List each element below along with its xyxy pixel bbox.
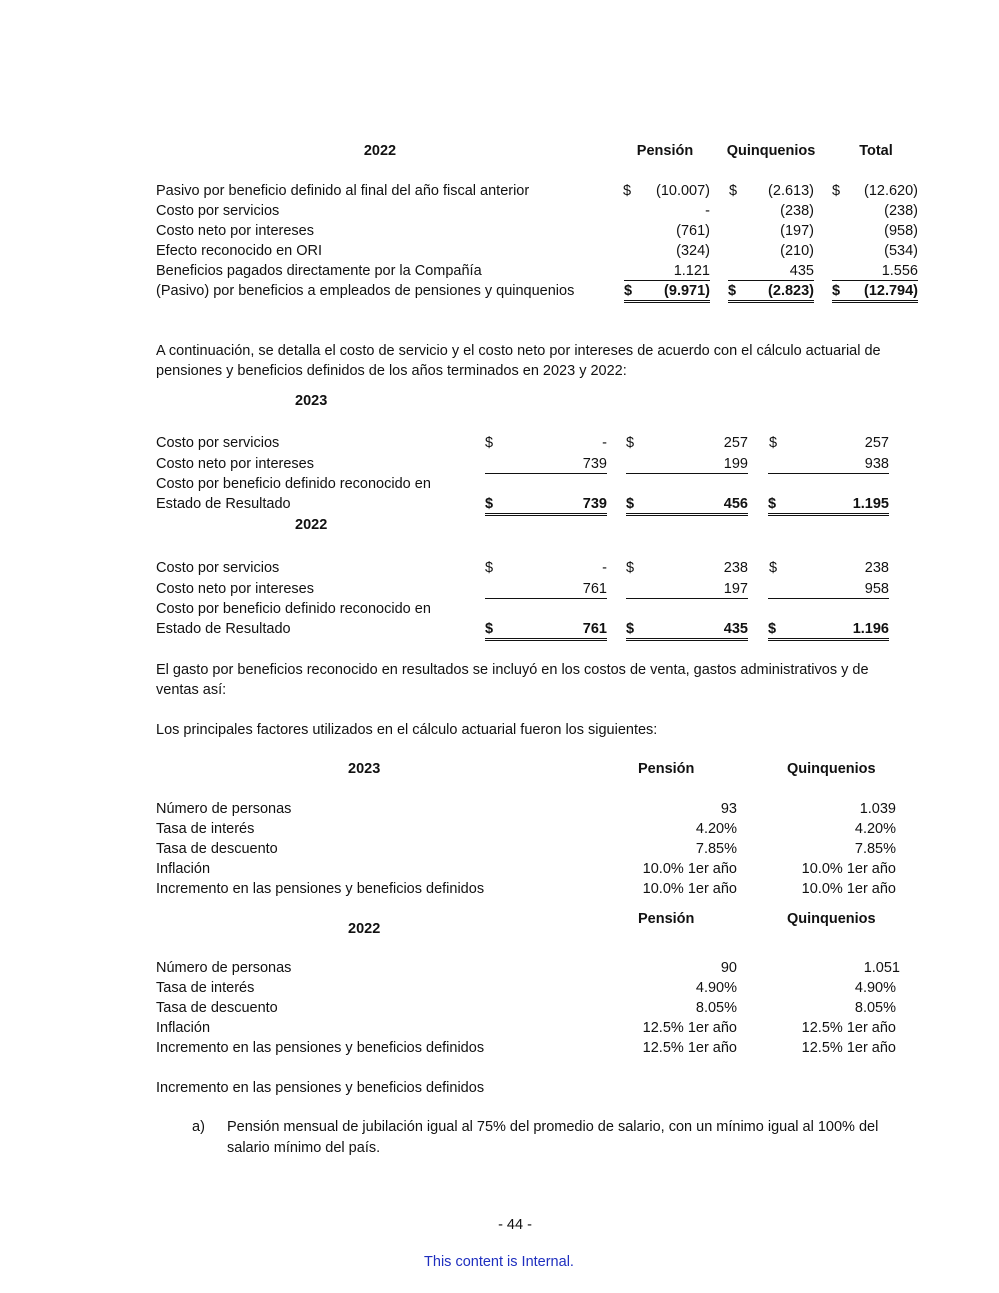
value-1: 739 [485, 455, 607, 474]
pension-value: 10.0% 1er año [642, 881, 737, 897]
total-label: Costo por beneficio definido reconocido en [156, 476, 431, 492]
expense-paragraph: El gasto por beneficios reconocido en resultados se incluyó en los costos de venta, gastos administrativos y de ventas así: [156, 662, 869, 698]
total-label: Estado de Resultado [156, 621, 291, 637]
currency-symbol: $ [624, 283, 633, 299]
quinquenios-value: 4.90% [854, 980, 896, 996]
total-value: 456 [723, 496, 748, 512]
row-label: Incremento en las pensiones y beneficios definidos [156, 881, 485, 897]
value-2: 238 [723, 560, 748, 576]
currency-symbol: $ [485, 560, 494, 576]
total-value: (12.620) [863, 183, 918, 199]
column-header-quinquenios: Quinquenios [787, 761, 876, 777]
value-1: 761 [485, 580, 607, 599]
quinquenios-value: 4.20% [854, 821, 896, 837]
total-row-pension [624, 282, 710, 303]
quinquenios-value: (197) [780, 223, 814, 239]
quinquenios-value: 12.5% 1er año [801, 1020, 896, 1036]
quinquenios-value: 12.5% 1er año [801, 1040, 896, 1056]
increment-heading: Incremento en las pensiones y beneficios definidos [156, 1080, 485, 1096]
currency-symbol: $ [769, 435, 778, 451]
total-value: 761 [582, 621, 607, 637]
intro-paragraph: A continuación, se detalla el costo de servicio y el costo neto por intereses de acuerdo con el cálculo actuarial de pensiones y beneficios definidos de los años terminados en 2023 y 2022: [156, 343, 881, 379]
total-value: (12.794) [863, 283, 918, 299]
column-header-quinquenios: Quinquenios [726, 143, 816, 159]
row-label: Inflación [156, 861, 211, 877]
currency-symbol: $ [485, 621, 494, 637]
currency-symbol: $ [768, 621, 777, 637]
pension-value: - [705, 203, 710, 219]
block-year-heading: 2023 [295, 393, 328, 409]
row-label: Beneficios pagados directamente por la Compañía [156, 263, 482, 279]
quinquenios-value: (2.613) [768, 183, 814, 199]
pension-value: (9.971) [664, 283, 710, 299]
total-cell-3 [768, 620, 889, 641]
currency-symbol: $ [623, 183, 632, 199]
total-value: 1.196 [852, 621, 889, 637]
row-label: Tasa de interés [156, 980, 255, 996]
row-label: Costo neto por intereses [156, 223, 314, 239]
factors-paragraph: Los principales factores utilizados en el cálculo actuarial fueron los siguientes: [156, 722, 658, 738]
currency-symbol: $ [626, 621, 635, 637]
currency-symbol: $ [832, 283, 841, 299]
row-label: Incremento en las pensiones y beneficios definidos [156, 1040, 485, 1056]
currency-symbol: $ [626, 496, 635, 512]
row-label: Número de personas [156, 801, 292, 817]
pension-value: 4.90% [695, 980, 737, 996]
value-2: 257 [723, 435, 748, 451]
list-text-line: Pensión mensual de jubilación igual al 75% del promedio de salario, con un mínimo igual al 100% del [227, 1119, 879, 1135]
currency-symbol: $ [729, 183, 738, 199]
total-cell-3 [768, 495, 889, 516]
total-cell-2 [626, 620, 748, 641]
pension-value: 90 [720, 960, 737, 976]
currency-symbol: $ [626, 560, 635, 576]
value-1: - [602, 560, 607, 576]
pension-value: 12.5% 1er año [642, 1040, 737, 1056]
column-header-pension: Pensión [636, 143, 694, 159]
list-marker: a) [192, 1119, 205, 1135]
quinquenios-value: (238) [780, 203, 814, 219]
column-header-total: Total [859, 143, 893, 159]
currency-symbol: $ [485, 496, 494, 512]
row-label: Tasa de descuento [156, 841, 278, 857]
row-label: Costo neto por intereses [156, 581, 314, 597]
row-label: Tasa de interés [156, 821, 255, 837]
currency-symbol: $ [768, 496, 777, 512]
quinquenios-value: 435 [728, 262, 814, 281]
row-label: (Pasivo) por beneficios a empleados de pensiones y quinquenios [156, 283, 575, 299]
total-value: (958) [884, 223, 918, 239]
pension-value: (761) [676, 223, 710, 239]
currency-symbol: $ [626, 435, 635, 451]
row-label: Tasa de descuento [156, 1000, 278, 1016]
currency-symbol: $ [728, 283, 737, 299]
total-cell-1 [485, 620, 607, 641]
row-label: Costo por servicios [156, 435, 280, 451]
quinquenios-value: 7.85% [854, 841, 896, 857]
row-label: Costo por servicios [156, 203, 280, 219]
currency-symbol: $ [485, 435, 494, 451]
total-value: (238) [884, 203, 918, 219]
pension-value: (324) [676, 243, 710, 259]
total-row-total [832, 282, 918, 303]
quinquenios-value: (2.823) [768, 283, 814, 299]
pension-value: 10.0% 1er año [642, 861, 737, 877]
pension-value: 7.85% [695, 841, 737, 857]
block-year-heading: 2022 [348, 921, 381, 937]
row-label: Costo por servicios [156, 560, 280, 576]
quinquenios-value: 10.0% 1er año [801, 881, 896, 897]
value-2: 199 [626, 455, 748, 474]
column-header-quinquenios: Quinquenios [787, 911, 876, 927]
row-label: Efecto reconocido en ORI [156, 243, 323, 259]
value-2: 197 [626, 580, 748, 599]
total-value: 1.195 [852, 496, 889, 512]
pension-value: 12.5% 1er año [642, 1020, 737, 1036]
row-label: Número de personas [156, 960, 292, 976]
value-1: - [602, 435, 607, 451]
total-cell-2 [626, 495, 748, 516]
pension-value: 1.121 [624, 262, 710, 281]
value-3: 938 [768, 455, 889, 474]
list-text-line: salario mínimo del país. [227, 1140, 381, 1156]
pension-value: 93 [720, 801, 737, 817]
total-value: 435 [723, 621, 748, 637]
value-3: 238 [864, 560, 889, 576]
column-header-pension: Pensión [638, 911, 695, 927]
currency-symbol: $ [832, 183, 841, 199]
total-label: Estado de Resultado [156, 496, 291, 512]
pension-value: (10.007) [655, 183, 710, 199]
block-year-heading: 2022 [295, 517, 328, 533]
block-year-heading: 2023 [348, 761, 381, 777]
value-3: 958 [768, 580, 889, 599]
classification-footer: This content is Internal. [424, 1254, 574, 1270]
total-cell-1 [485, 495, 607, 516]
total-row-quinquenios [728, 282, 814, 303]
currency-symbol: $ [769, 560, 778, 576]
quinquenios-value: 1.039 [859, 801, 896, 817]
row-label: Inflación [156, 1020, 211, 1036]
quinquenios-value: 10.0% 1er año [801, 861, 896, 877]
pension-value: 4.20% [695, 821, 737, 837]
quinquenios-value: 1.051 [863, 960, 900, 976]
quinquenios-value: (210) [780, 243, 814, 259]
row-label: Pasivo por beneficio definido al final del año fiscal anterior [156, 183, 530, 199]
total-value: 739 [582, 496, 607, 512]
total-value: 1.556 [832, 262, 918, 281]
total-label: Costo por beneficio definido reconocido en [156, 601, 431, 617]
page-number: - 44 - [498, 1217, 532, 1233]
quinquenios-value: 8.05% [854, 1000, 896, 1016]
value-3: 257 [864, 435, 889, 451]
total-value: (534) [884, 243, 918, 259]
pension-value: 8.05% [695, 1000, 737, 1016]
table-year-heading: 2022 [363, 143, 397, 159]
row-label: Costo neto por intereses [156, 456, 314, 472]
column-header-pension: Pensión [638, 761, 695, 777]
